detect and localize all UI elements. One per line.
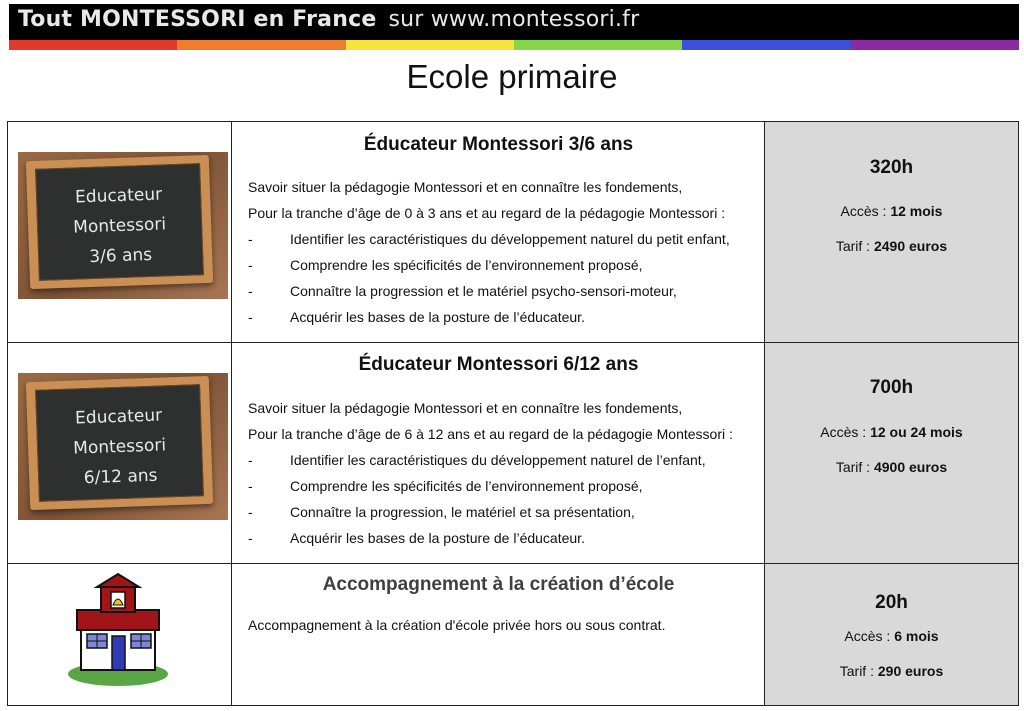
course-description-cell <box>232 343 765 563</box>
rainbow-segment <box>514 40 682 50</box>
bullet-mark: - <box>248 309 253 325</box>
course-context: Pour la tranche d’âge de 6 à 12 ans et au regard de la pédagogie Montessori : <box>248 426 733 442</box>
course-info-cell <box>765 343 1018 563</box>
rainbow-segment <box>851 40 1019 50</box>
rainbow-segment <box>177 40 345 50</box>
banner-site-link[interactable]: sur www.montessori.fr <box>388 7 640 32</box>
course-title: Éducateur Montessori 3/6 ans <box>363 134 634 155</box>
course-info-cell <box>765 564 1018 705</box>
chalkboard-icon <box>18 373 228 520</box>
course-intro: Savoir situer la pédagogie Montessori et en connaître les fondements, <box>248 179 683 195</box>
rainbow-segment <box>346 40 514 50</box>
bullet-mark: - <box>248 283 253 299</box>
course-objective: Acquérir les bases de la posture de l’éducateur. <box>290 530 585 546</box>
course-objective: Identifier les caractéristiques du développement naturel du petit enfant, <box>290 231 730 247</box>
course-row <box>8 122 1018 343</box>
bullet-mark: - <box>248 231 253 247</box>
course-objective: Connaître la progression, le matériel et sa présentation, <box>290 504 635 520</box>
course-title: Éducateur Montessori 6/12 ans <box>358 354 639 375</box>
course-info-cell <box>765 122 1018 342</box>
bullet-mark: - <box>248 452 253 468</box>
school-house-icon <box>63 570 183 690</box>
course-hours: 320h <box>869 157 914 178</box>
course-row <box>8 343 1018 564</box>
course-image-cell <box>8 564 232 705</box>
course-title: Accompagnement à la création d’école <box>322 574 675 595</box>
course-hours: 20h <box>875 592 908 613</box>
rainbow-segment <box>9 40 177 50</box>
chalkboard-icon <box>18 152 228 299</box>
chalkboard-text: Educateur Montessori 3/6 ans <box>72 184 167 268</box>
bullet-mark: - <box>248 504 253 520</box>
course-image-cell <box>8 122 232 342</box>
bullet-mark: - <box>248 257 253 273</box>
course-price: Tarif : 290 euros <box>839 663 944 679</box>
course-objective: Acquérir les bases de la posture de l’éducateur. <box>290 309 585 325</box>
course-description-cell <box>232 564 765 705</box>
rainbow-strip <box>9 40 1019 50</box>
course-objective: Identifier les caractéristiques du développement naturel de l’enfant, <box>290 452 706 468</box>
course-table <box>7 121 1019 706</box>
course-row <box>8 564 1018 705</box>
course-intro: Accompagnement à la création d'école privée hors ou sous contrat. <box>248 617 666 633</box>
course-access: Accès : 6 mois <box>844 628 939 644</box>
site-banner <box>9 4 1019 40</box>
bullet-mark: - <box>248 478 253 494</box>
course-objective: Connaître la progression et le matériel psycho-sensori-moteur, <box>290 283 677 299</box>
chalkboard-text: Educateur Montessori 6/12 ans <box>72 405 167 489</box>
page-title: Ecole primaire <box>406 58 618 95</box>
bullet-mark: - <box>248 530 253 546</box>
course-description-cell <box>232 122 765 342</box>
course-context: Pour la tranche d’âge de 0 à 3 ans et au regard de la pédagogie Montessori : <box>248 205 726 221</box>
course-access: Accès : 12 mois <box>840 203 943 219</box>
rainbow-segment <box>682 40 850 50</box>
course-price: Tarif : 4900 euros <box>835 459 948 475</box>
course-price: Tarif : 2490 euros <box>835 238 948 254</box>
banner-text <box>18 7 639 32</box>
banner-brand: Tout MONTESSORI en France <box>18 7 377 32</box>
course-objective: Comprendre les spécificités de l’environnement proposé, <box>290 257 643 273</box>
course-hours: 700h <box>869 377 914 398</box>
course-access: Accès : 12 ou 24 mois <box>820 424 963 440</box>
course-intro: Savoir situer la pédagogie Montessori et en connaître les fondements, <box>248 400 683 416</box>
course-objective: Comprendre les spécificités de l’environnement proposé, <box>290 478 643 494</box>
course-image-cell <box>8 343 232 563</box>
